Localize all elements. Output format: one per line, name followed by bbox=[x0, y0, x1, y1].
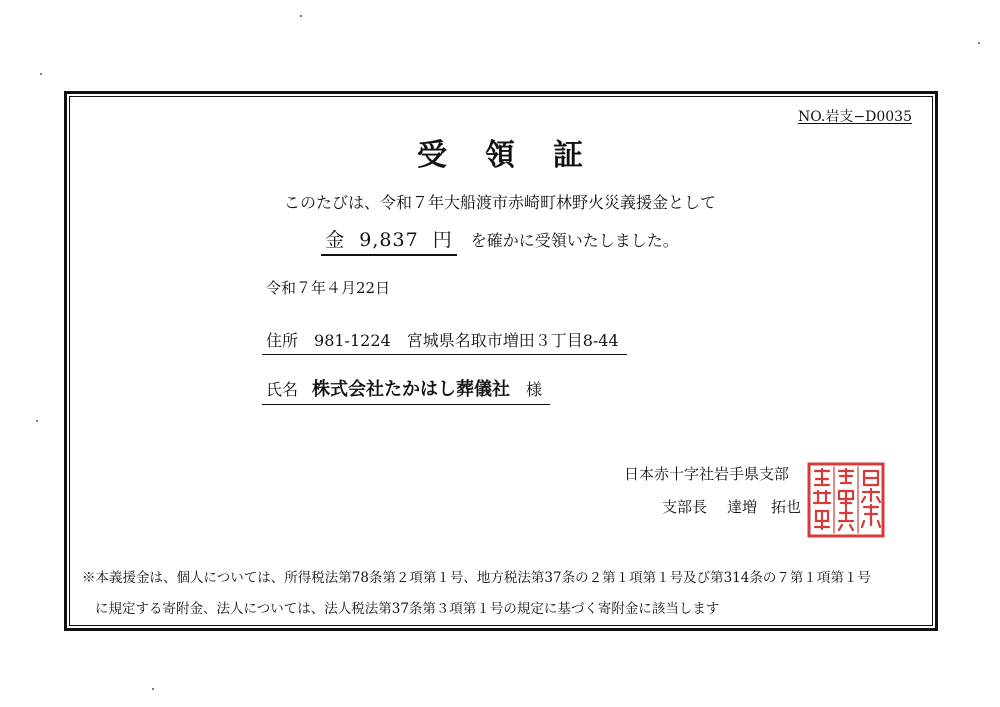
issuer-representative bbox=[662, 496, 801, 517]
recipient-honorific: 様 bbox=[526, 380, 543, 399]
document-number: NO.岩支−D0035 bbox=[798, 109, 912, 125]
amount-unit: 円 bbox=[432, 229, 453, 251]
certificate-border-inner bbox=[69, 96, 933, 626]
address-line bbox=[262, 328, 627, 355]
donation-amount bbox=[321, 225, 456, 256]
issuer-organization: 日本赤十字社岩手県支部 bbox=[624, 465, 790, 483]
body-text-line2 bbox=[0, 225, 1000, 256]
scan-speck bbox=[36, 420, 38, 422]
recipient-label: 氏名 bbox=[266, 380, 299, 399]
address-text: 宮城県名取市増田３丁目8-44 bbox=[406, 331, 619, 350]
issuer-given-name: 拓也 bbox=[771, 498, 802, 516]
body-text-line2-suffix: を確かに受領いたしました。 bbox=[470, 231, 679, 250]
amount-value: 9,837 bbox=[359, 229, 419, 251]
issuer-surname: 達増 bbox=[727, 498, 758, 516]
scan-speck bbox=[978, 42, 980, 44]
recipient-company: 株式会社たかはし葬儀社 bbox=[312, 379, 511, 400]
recipient-line bbox=[262, 375, 550, 405]
tax-note-line1: ※本義援金は、個人については、所得税法第78条第２項第１号、地方税法第37条の２第１項第１号及び第314条の７第１項第１号 bbox=[82, 570, 871, 586]
scan-speck bbox=[300, 15, 302, 17]
address-label: 住所 bbox=[266, 331, 299, 350]
postal-code: 981-1224 bbox=[314, 331, 391, 350]
body-text-line1: このたびは、令和７年大船渡市赤崎町林野火災義援金として bbox=[283, 193, 716, 212]
seal-text: 日本赤十字社岩手県支部長之印 bbox=[606, 261, 620, 262]
document-title: 受領証 bbox=[417, 138, 621, 173]
tax-note-line2: に規定する寄附金、法人については、法人税法第37条第３項第１号の規定に基づく寄附金に該当します bbox=[95, 601, 720, 617]
issuer-position: 支部長 bbox=[662, 498, 708, 516]
amount-prefix: 金 bbox=[325, 229, 346, 251]
scan-speck bbox=[40, 73, 42, 75]
scan-speck bbox=[152, 688, 154, 690]
receipt-date: 令和７年４月22日 bbox=[266, 279, 391, 297]
